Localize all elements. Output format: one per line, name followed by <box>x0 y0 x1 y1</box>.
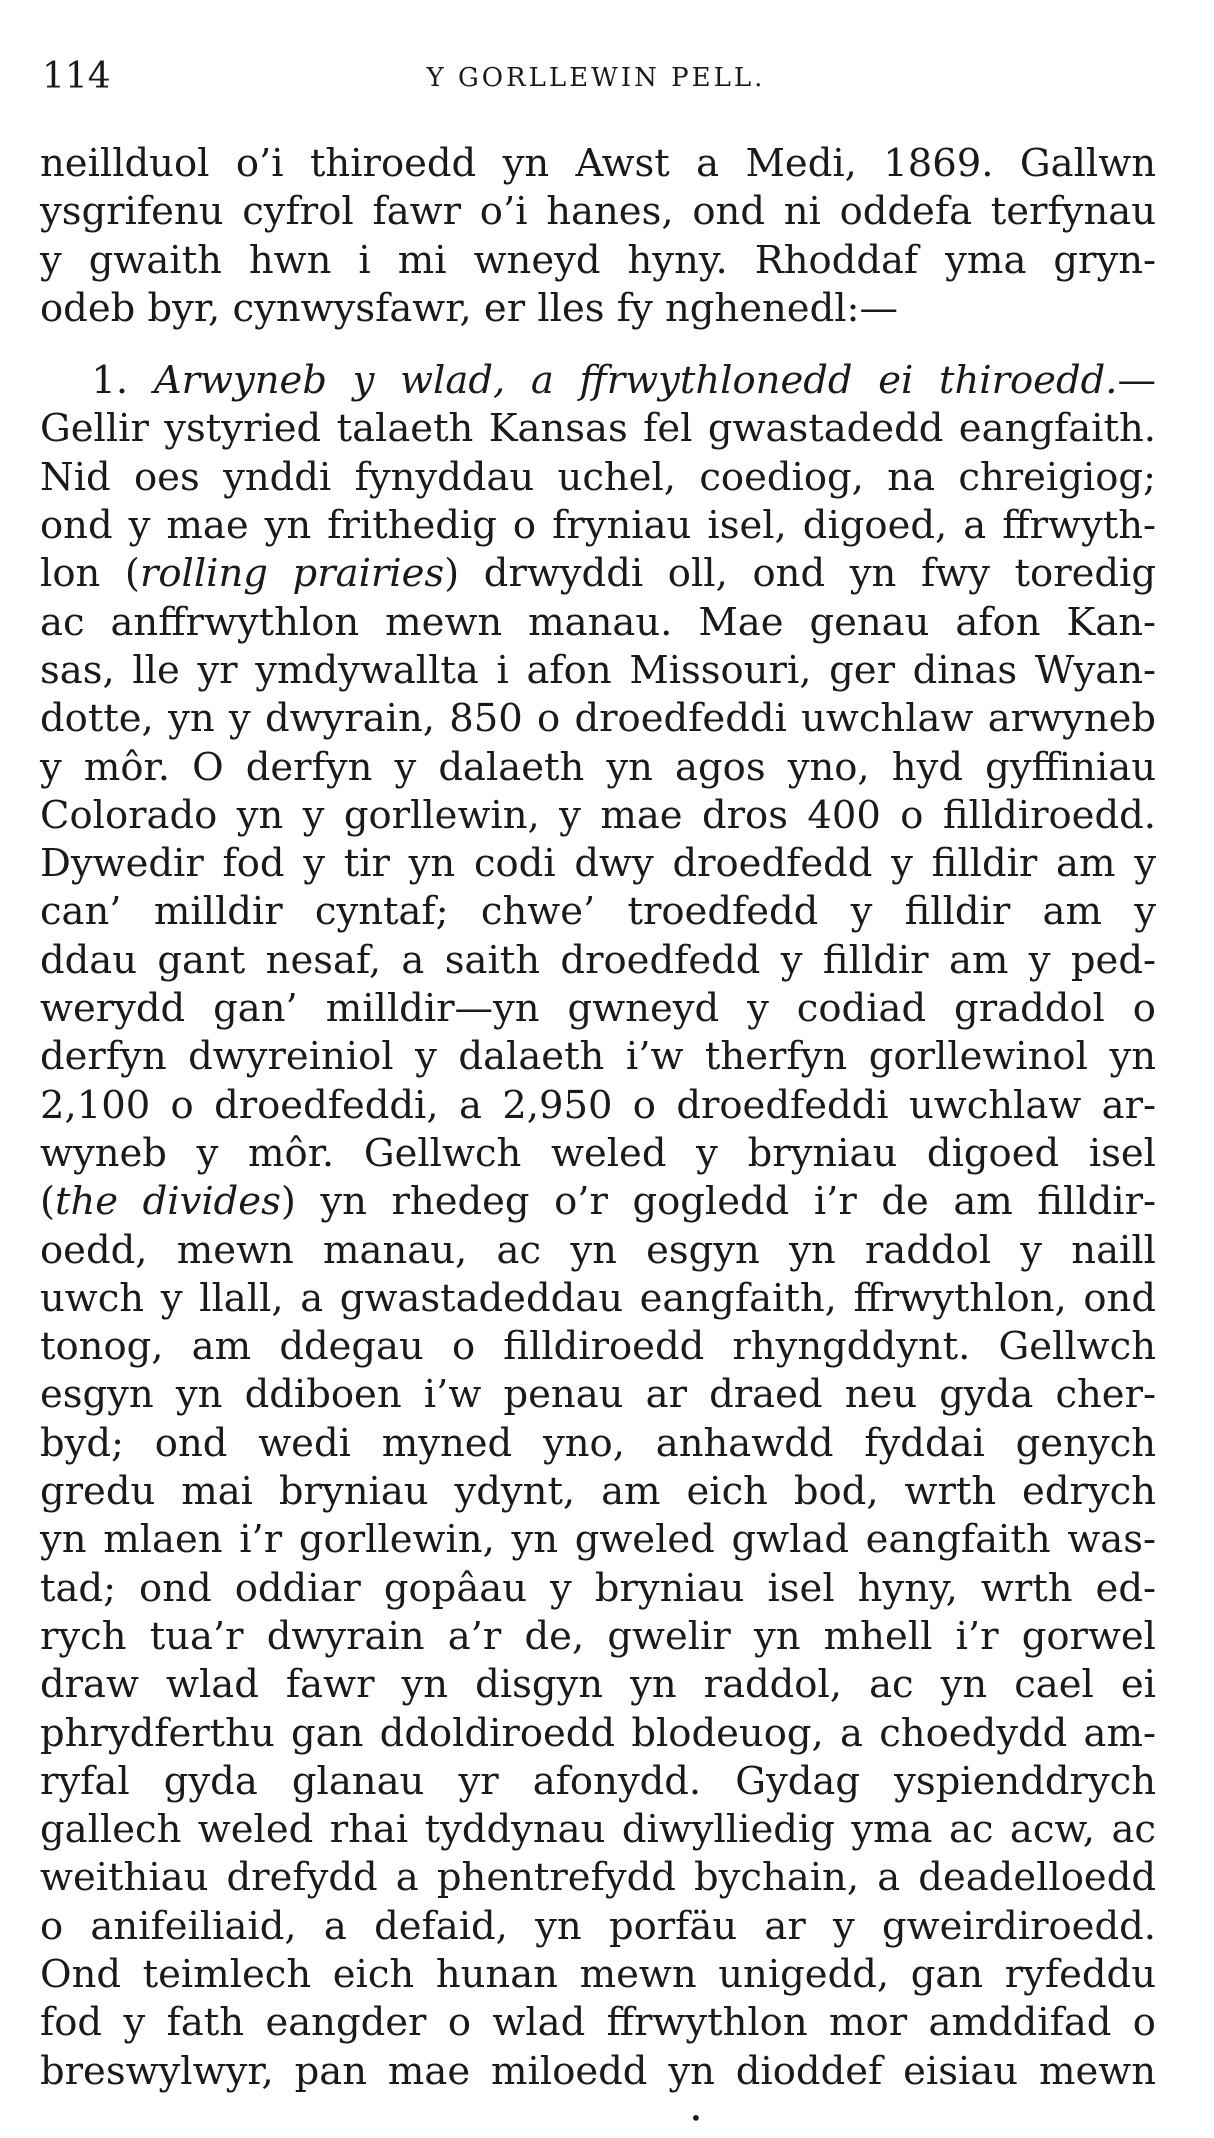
paragraph-intro <box>40 140 1156 333</box>
text-line: esgyn yn ddiboen i’w penau ar draed neu gyda cher- <box>40 1372 1156 1418</box>
text-line: ac anffrwythlon mewn manau. Mae genau afon Kan- <box>40 599 1156 645</box>
text-line: dotte, yn y dwyrain, 850 o droedfeddi uwchlaw arwyneb <box>40 696 1156 742</box>
text-line: oedd, mewn manau, ac yn esgyn yn raddol y naill <box>40 1227 1156 1273</box>
text-line: ond y mae yn frithedig o fryniau isel, digoed, a ffrwyth- <box>40 503 1156 549</box>
text-line: yn mlaen i’r gorllewin, yn gweled gwlad eangfaith was- <box>40 1517 1156 1563</box>
text-line: 2,100 o droedfeddi, a 2,950 o droedfeddi uwchlaw ar- <box>40 1082 1156 1128</box>
italic-term-the-divides: the divides <box>55 1179 281 1225</box>
text-line: weithiau drefydd a phentrefydd bychain, a deadelloedd <box>40 1855 1156 1901</box>
text-line: ysgrifenu cyfrol fawr o’i hanes, ond ni oddefa terfynau <box>40 189 1156 235</box>
text-line: gredu mai bryniau ydynt, am eich bod, wrth edrych <box>40 1469 1156 1515</box>
text-line: wyneb y môr. Gellwch weled y bryniau digoed isel <box>40 1130 1156 1176</box>
text-line: sas, lle yr ymdywallta i afon Missouri, ger dinas Wyan- <box>40 647 1156 693</box>
text-line: odeb byr, cynwysfawr, er lles fy nghenedl:— <box>40 285 899 331</box>
section-heading: Arwyneb y wlad, a ffrwythlonedd ei thiroedd. <box>153 358 1118 404</box>
text-line: breswylwyr, pan mae miloedd yn dioddef eisiau mewn <box>40 2048 1156 2094</box>
text-line: ddau gant nesaf, a saith droedfedd y filldir am y ped- <box>40 937 1156 983</box>
body-text <box>40 140 1156 2096</box>
page-header <box>42 52 1150 102</box>
page-number: 114 <box>42 56 111 97</box>
section-number: 1. <box>91 358 129 404</box>
text-line: Nid oes ynddi fynyddau uchel, coediog, na chreigiog; <box>40 454 1156 500</box>
text-line <box>40 550 1156 598</box>
text-line: neillduol o’i thiroedd yn Awst a Medi, 1869. Gallwn <box>40 141 1156 186</box>
text-line: fod y fath eangder o wlad ffrwythlon mor amddifad o <box>40 2000 1156 2046</box>
text-line: rych tua’r dwyrain a’r de, gwelir yn mhell i’r gorwel <box>40 1613 1156 1659</box>
running-title: Y GORLLEWIN PELL. <box>426 63 766 93</box>
text-line: y gwaith hwn i mi wneyd hyny. Rhoddaf yma gryn- <box>40 237 1156 283</box>
paragraph-section-1 <box>40 357 1156 2096</box>
text-fragment: ) drwyddi oll, ond yn fwy toredig <box>444 551 1156 597</box>
text-line: Gellir ystyried talaeth Kansas fel gwastadedd eangfaith. <box>40 406 1156 452</box>
text-line: o anifeiliaid, a defaid, yn porfäu ar y gweirdiroedd. <box>40 1903 1156 1949</box>
text-line: byd; ond wedi myned yno, anhawdd fyddai genych <box>40 1420 1156 1466</box>
text-line: derfyn dwyreiniol y dalaeth i’w therfyn gorllewinol yn <box>40 1034 1156 1080</box>
text-line: gallech weled rhai tyddynau diwylliedig yma ac acw, ac <box>40 1807 1156 1853</box>
footer-mark: • <box>690 2106 702 2130</box>
section-heading-line <box>40 357 1156 405</box>
text-fragment: ) yn rhedeg o’r gogledd i’r de am filldir- <box>280 1179 1157 1225</box>
text-line: ryfal gyda glanau yr afonydd. Gydag yspienddrych <box>40 1758 1156 1804</box>
text-line: Colorado yn y gorllewin, y mae dros 400 o filldiroedd. <box>40 792 1156 838</box>
italic-term-rolling-prairies: rolling prairies <box>139 551 445 597</box>
text-line: tad; ond oddiar gopâau y bryniau isel hyny, wrth ed- <box>40 1565 1156 1611</box>
text-line: Ond teimlech eich hunan mewn unigedd, gan ryfeddu <box>40 1951 1156 1997</box>
text-fragment: ( <box>40 1179 56 1225</box>
heading-dash: — <box>1117 358 1156 404</box>
text-line: Dywedir fod y tir yn codi dwy droedfedd y filldir am y <box>40 841 1156 887</box>
text-line: tonog, am ddegau o filldiroedd rhyngddynt. Gellwch <box>40 1324 1156 1370</box>
text-line: draw wlad fawr yn disgyn yn raddol, ac yn cael ei <box>40 1662 1156 1708</box>
text-line: werydd gan’ milldir—yn gwneyd y codiad graddol o <box>40 986 1156 1032</box>
text-line: uwch y llall, a gwastadeddau eangfaith, ffrwythlon, ond <box>40 1275 1156 1321</box>
text-line: y môr. O derfyn y dalaeth yn agos yno, hyd gyffiniau <box>40 744 1156 790</box>
text-line: phrydferthu gan ddoldiroedd blodeuog, a choedydd am- <box>40 1710 1156 1756</box>
text-line <box>40 1178 1156 1226</box>
text-line: can’ milldir cyntaf; chwe’ troedfedd y filldir am y <box>40 889 1156 935</box>
text-fragment: lon ( <box>40 551 140 597</box>
